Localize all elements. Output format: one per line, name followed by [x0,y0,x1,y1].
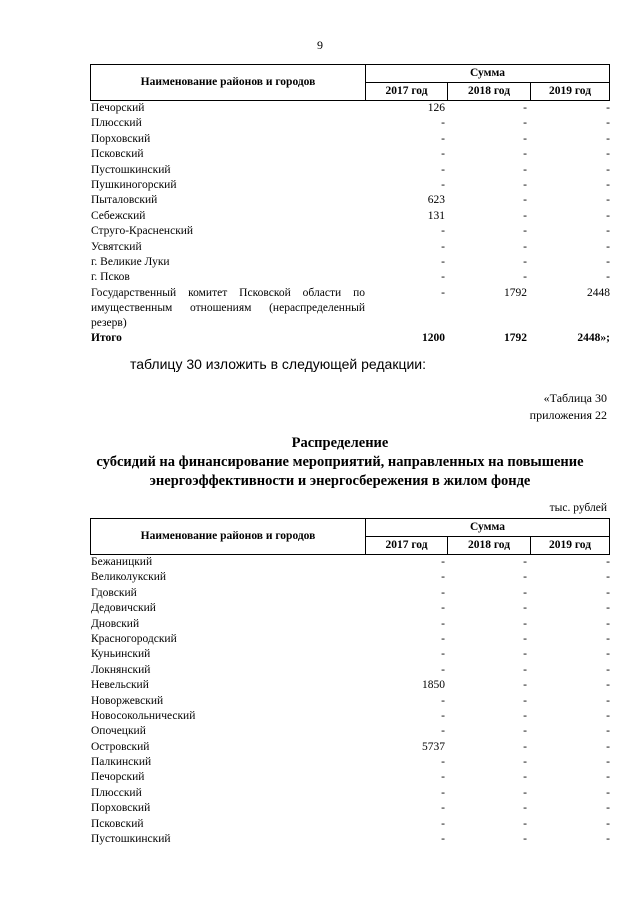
value-2017: - [441,709,445,722]
page-number: 9 [317,38,323,52]
value-2019: 2448 [587,286,610,299]
district-name: Новоржевский [91,694,164,707]
value-2018: - [523,771,527,784]
header-sum: Сумма [366,519,609,537]
district-name: Островский [91,740,150,753]
value-2017: - [441,225,445,238]
value-2019: - [606,117,610,130]
value-2019: - [606,709,610,722]
value-2019: - [606,756,610,769]
value-2017: 1200 [422,331,445,344]
value-2019: - [606,679,610,692]
value-2018: - [523,817,527,830]
district-name: Печорский [91,102,145,114]
value-2017: - [441,663,445,676]
value-2017: - [441,148,445,161]
table-row [90,801,610,816]
value-2019: - [606,163,610,176]
value-2017: - [441,694,445,707]
table-row [90,786,610,801]
table-row [90,193,610,208]
district-name: Порховский [91,802,151,815]
value-2019: - [606,148,610,161]
value-2017: - [441,132,445,145]
district-name: Куньинский [91,648,151,661]
table-row [90,101,610,116]
table-row [90,740,610,755]
table-reference [530,390,607,424]
value-2018: - [523,648,527,661]
value-2018: - [523,694,527,707]
value-2017: - [441,786,445,799]
table-header [90,64,610,101]
value-2018: - [523,132,527,145]
value-2019: - [606,102,610,114]
table-row [90,147,610,162]
header-year-2018: 2018 год [448,83,531,100]
district-name: Псковский [91,148,144,161]
header-year-2017: 2017 год [366,83,448,100]
value-2019: - [606,617,610,630]
district-name: Гдовский [91,586,137,599]
title-line-3: энергоэффективности и энергосбережения в жилом фонде [149,473,531,489]
value-2017: - [441,817,445,830]
table-row [90,116,610,131]
value-2018: - [523,740,527,753]
table-body [90,555,610,847]
value-2018: - [523,756,527,769]
district-name: Псковский [91,817,144,830]
value-2017: - [441,771,445,784]
value-2018: - [523,556,527,568]
table-row [90,724,610,739]
value-2017: - [441,617,445,630]
district-name: Плюсский [91,786,142,799]
table-row [90,178,610,193]
value-2019: - [606,209,610,222]
value-2018: - [523,602,527,615]
value-2018: - [523,802,527,815]
value-2018: - [523,632,527,645]
table-row [90,163,610,178]
value-2018: - [523,148,527,161]
value-2019: - [606,255,610,268]
district-name: Невельский [91,679,149,692]
value-2017: - [441,255,445,268]
value-2017: 126 [427,102,445,114]
table-title [70,434,610,491]
table-row [90,240,610,255]
table-row [90,770,610,785]
value-2017: - [441,632,445,645]
value-2019: - [606,648,610,661]
district-name: Новосокольнический [91,709,196,722]
total-row [90,331,610,346]
table-row [90,647,610,662]
units-label: тыс. рублей [549,502,607,514]
value-2017: - [441,586,445,599]
value-2017: - [441,178,445,191]
district-name: г. Великие Луки [91,255,170,268]
value-2018: - [523,117,527,130]
table-row [90,224,610,239]
table-row [90,632,610,647]
table-reference-appendix: приложения 22 [529,408,607,422]
subsidy-table [90,518,610,847]
value-2018: - [523,102,527,114]
value-2018: - [523,194,527,207]
district-name: Пушкиногорский [91,178,177,191]
table-row [90,832,610,847]
table-body [90,101,610,346]
value-2018: - [523,709,527,722]
table-row [90,817,610,832]
district-name: Пустошкинский [91,163,171,176]
value-2018: - [523,617,527,630]
value-2019: - [606,725,610,738]
value-2018: - [523,833,527,846]
value-2017: - [441,163,445,176]
header-name-column: Наименование районов и городов [91,519,366,554]
value-2019: - [606,571,610,584]
district-name: Красногородский [91,632,177,645]
district-name: Бежаницкий [91,556,153,568]
value-2018: - [523,225,527,238]
title-line-1: Распределение [291,435,389,451]
value-2017: - [441,556,445,568]
value-2018: - [523,786,527,799]
district-name: Палкинский [91,756,152,769]
value-2017: - [441,648,445,661]
district-name: Итого [91,331,122,344]
value-2018: - [523,178,527,191]
table-row [90,617,610,632]
district-name: Государственный комитет Псковской области по имущественным отношениям (нераспределенный резерв) [91,286,365,329]
district-name: Усвятский [91,240,142,253]
value-2017: - [441,833,445,846]
value-2019: - [606,786,610,799]
district-name: Себежский [91,209,146,222]
header-year-2018: 2018 год [448,537,531,554]
header-year-2019: 2019 год [548,539,592,551]
value-2018: - [523,209,527,222]
district-name: Печорский [91,771,145,784]
value-2019: - [606,694,610,707]
header-name-column: Наименование районов и городов [91,65,366,100]
value-2018: - [523,663,527,676]
value-2019: - [606,602,610,615]
value-2017: 131 [427,209,445,222]
value-2017: 1850 [422,679,445,692]
table-row [90,270,610,285]
allocation-table-continued [90,64,610,346]
value-2019: - [606,632,610,645]
value-2017: - [441,602,445,615]
table-row [90,255,610,270]
value-2019: - [606,802,610,815]
instruction-paragraph: таблицу 30 изложить в следующей редакции: [130,356,427,372]
district-name: Локнянский [91,663,151,676]
value-2019: - [606,740,610,753]
value-2018: - [523,240,527,253]
district-name: Дновский [91,617,140,630]
value-2017: 623 [427,194,445,207]
value-2018: 1792 [504,286,527,299]
value-2017: - [441,271,445,284]
header-year-2017: 2017 год [366,537,448,554]
value-2017: - [441,756,445,769]
value-2018: 1792 [504,331,527,344]
table-row [90,694,610,709]
value-2019: - [606,225,610,238]
district-name: г. Псков [91,271,130,284]
district-name: Дедовичский [91,602,156,615]
value-2017: - [441,117,445,130]
value-2018: - [523,255,527,268]
value-2017: - [441,802,445,815]
table-row [90,663,610,678]
district-name: Плюсский [91,117,142,130]
table-row [90,209,610,224]
value-2019: 2448»; [577,331,610,344]
table-row [90,586,610,601]
value-2019: - [606,771,610,784]
value-2018: - [523,571,527,584]
value-2019: - [606,556,610,568]
district-name: Опочецкий [91,725,146,738]
table-row [90,709,610,724]
table-row [90,678,610,693]
value-2019: - [606,663,610,676]
value-2018: - [523,725,527,738]
value-2019: - [606,240,610,253]
table-row [90,286,610,331]
value-2018: - [523,271,527,284]
value-2018: - [523,679,527,692]
table-row [90,555,610,570]
value-2017: - [441,240,445,253]
value-2019: - [606,194,610,207]
header-sum: Сумма [366,65,609,83]
title-line-2: субсидий на финансирование мероприятий, направленных на повышение [96,454,584,470]
header-year-2019: 2019 год [548,85,592,97]
value-2017: 5737 [422,740,445,753]
value-2018: - [523,163,527,176]
district-name: Струго-Красненский [91,225,194,238]
value-2018: - [523,586,527,599]
table-row [90,755,610,770]
district-name: Порховский [91,132,151,145]
table-header [90,518,610,555]
value-2017: - [441,725,445,738]
value-2017: - [441,286,445,299]
table-row [90,601,610,616]
value-2017: - [441,571,445,584]
table-row [90,132,610,147]
value-2019: - [606,833,610,846]
value-2019: - [606,271,610,284]
value-2019: - [606,817,610,830]
value-2019: - [606,178,610,191]
table-reference-number: «Таблица 30 [543,391,607,405]
value-2019: - [606,586,610,599]
district-name: Пыталовский [91,194,158,207]
district-name: Пустошкинский [91,833,171,846]
district-name: Великолукский [91,571,167,584]
table-row [90,570,610,585]
value-2019: - [606,132,610,145]
